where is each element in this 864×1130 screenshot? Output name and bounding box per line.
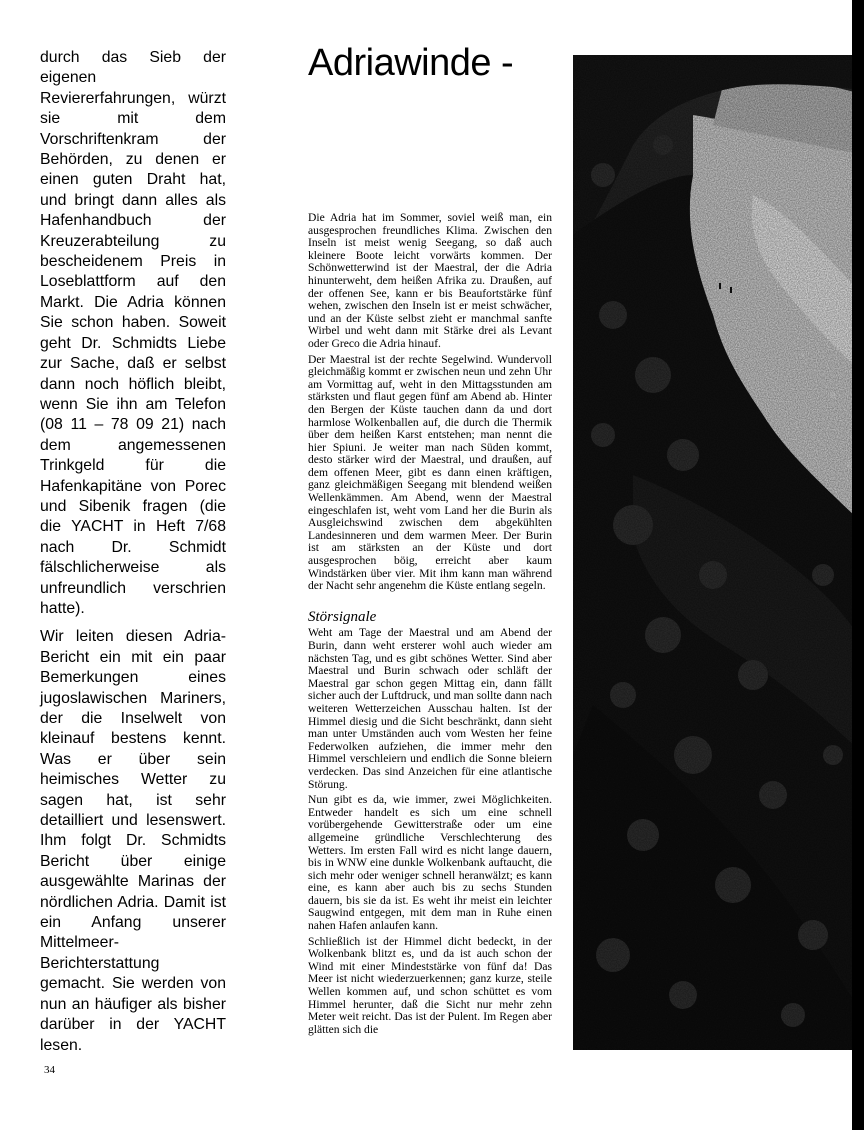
body-paragraph-3: Weht am Tage der Maestral und am Abend der Burin, dann weht ersterer wohl auch wieder am nächsten Tag, und es gibt schönes Wetter. Sind aber Maestral und Burin schwach oder schläft der Maestral gar schon gegen Mittag ein, dann fällt sicher auch der Luftdruck, und man sollte dann nach weiteren Wetterzeichen Ausschau halten. Ist der Himmel diesig und die Sicht beschränkt, dann sieht man unter Umständen auch vom Westen her feine Federwolken aufziehen, die immer mehr den Himmel verschleiern und endlich die Sonne bleiern verdecken. Das sind Anzeichen für eine atlantische Störung.	[308, 626, 552, 791]
article-body-column	[308, 212, 552, 1039]
body-paragraph-5: Schließlich ist der Himmel dicht bedeckt, in der Wolkenbank blitzt es, und da ist auch schon der Wind mit einer Mindeststärke von fünf da! Das Meer ist nicht wiederzuerkennen; ganz kurze, steile Wellen kommen auf, und schon schüttet es vom Himmel herunter, daß die Sicht nur mehr zehn Meter weit reicht. Das ist der Pulent. Im Regen aber glätten sich die	[308, 934, 552, 1036]
aerial-coastline-photo	[573, 55, 864, 1050]
intro-paragraph-1: durch das Sieb der eigenen Reviererfahrungen, würzt sie mit dem Vorschriftenkram der Behörden, zu denen er einen guten Draht hat, und bringt dann alles als Hafenhandbuch der Kreuzerabteilung zu bescheidenem Preis in Loseblattform auf den Markt. Die Adria können Sie schon haben. Soweit geht Dr. Schmidts Liebe zur Sache, daß er selbst dann noch höflich bleibt, wenn Sie ihn am Telefon (08 11 – 78 09 21) nach dem angemessenen Trinkgeld für die Hafenkapitäne von Porec und Sibenik fragen (die die YACHT in Heft 7/68 nach Dr. Schmidt fälschlicherweise als unfreundlich verschrien hatte).	[40, 49, 226, 617]
article-headline: Adriawinde -	[308, 42, 514, 84]
photo-illustration	[573, 55, 864, 1050]
intro-paragraph-2: Wir leiten diesen Adria-Bericht ein mit ein paar Bemerkungen eines jugoslawischen Mariners, der die Inselwelt von kleinauf bestens kennt. Was er über sein heimisches Wetter zu sagen hat, ist sehr detailliert und lesenswert. Ihm folgt Dr. Schmidts Bericht über einige ausgewählte Marinas der nördlichen Adria. Damit ist ein Anfang unserer Mittelmeer-Berichterstattung gemacht. Sie werden von nun an häufiger als bisher darüber in der YACHT lesen.	[40, 628, 226, 1054]
page-number: 34	[44, 1064, 55, 1076]
page-edge-shadow	[852, 0, 864, 1130]
body-paragraph-2: Der Maestral ist der rechte Segelwind. Wundervoll gleichmäßig kommt er zwischen neun und zehn Uhr am Vormittag auf, weht in den Mittagsstunden am stärksten und flaut gegen fünf am Abend ab. Hinter den Bergen der Küste tauchen dann da und dort harmlose Wolkenballen auf, die durch die Thermik über dem heißen Karst entstehen; man nennt die hier Spiuni. Je weiter man nach Süden kommt, desto stärker wird der Maestral, und draußen, auf dem offenen Meer, gibt es dann einen kräftigen, ganz gleichmäßigen Seegang mit blendend weißen Wellenkämmen. Am Abend, wenn der Maestral eingeschlafen ist, weht vom Land her die Burin als Ausgleichswind zwischen dem abgekühlten Landesinneren und dem warmen Meer. Der Burin ist am stärksten an der Küste und dort ausgesprochen böig, erreicht aber kaum Windstärken über vier. Mit ihm kann man während der Nacht sehr angenehm die Küste entlang segeln.	[308, 352, 552, 593]
section-subheading: Störsignale	[308, 608, 377, 625]
body-paragraph-4: Nun gibt es da, wie immer, zwei Möglichkeiten. Entweder handelt es sich um eine schnell vorübergehende Gewitterstraße oder um eine allgemeine gründliche Verschlechterung des Wetters. Im ersten Fall wird es nicht lange dauern, bis in WNW eine dunkle Wolkenbank auftaucht, die sich mehr oder weniger schnell heranwälzt; es kann eine, es kann aber auch bis zu sechs Stunden dauern, bis sie da ist. Es weht ihr meist ein leichter Saugwind entgegen, mit dem man in Ruhe einen nahen Hafen anlaufen kann.	[308, 793, 552, 933]
intro-column	[40, 48, 226, 1064]
body-paragraph-1: Die Adria hat im Sommer, soviel weiß man, ein ausgesprochen freundliches Klima. Zwischen den Inseln ist meist wenig Seegang, so daß auch kleinere Boote leicht vorwärts kommen. Der Schönwetterwind ist der Maestral, der die Adria hinunterweht, dem heißen Afrika zu. Draußen, auf der offenen See, kann er bis Beaufortstärke fünf wehen, zwischen den Inseln ist er meist schwächer, und an der Küste selbst zieht er manchmal sanfte Wirbel und weht dann mit Stärke drei als Levant oder Greco die Adria hinauf.	[308, 211, 552, 350]
